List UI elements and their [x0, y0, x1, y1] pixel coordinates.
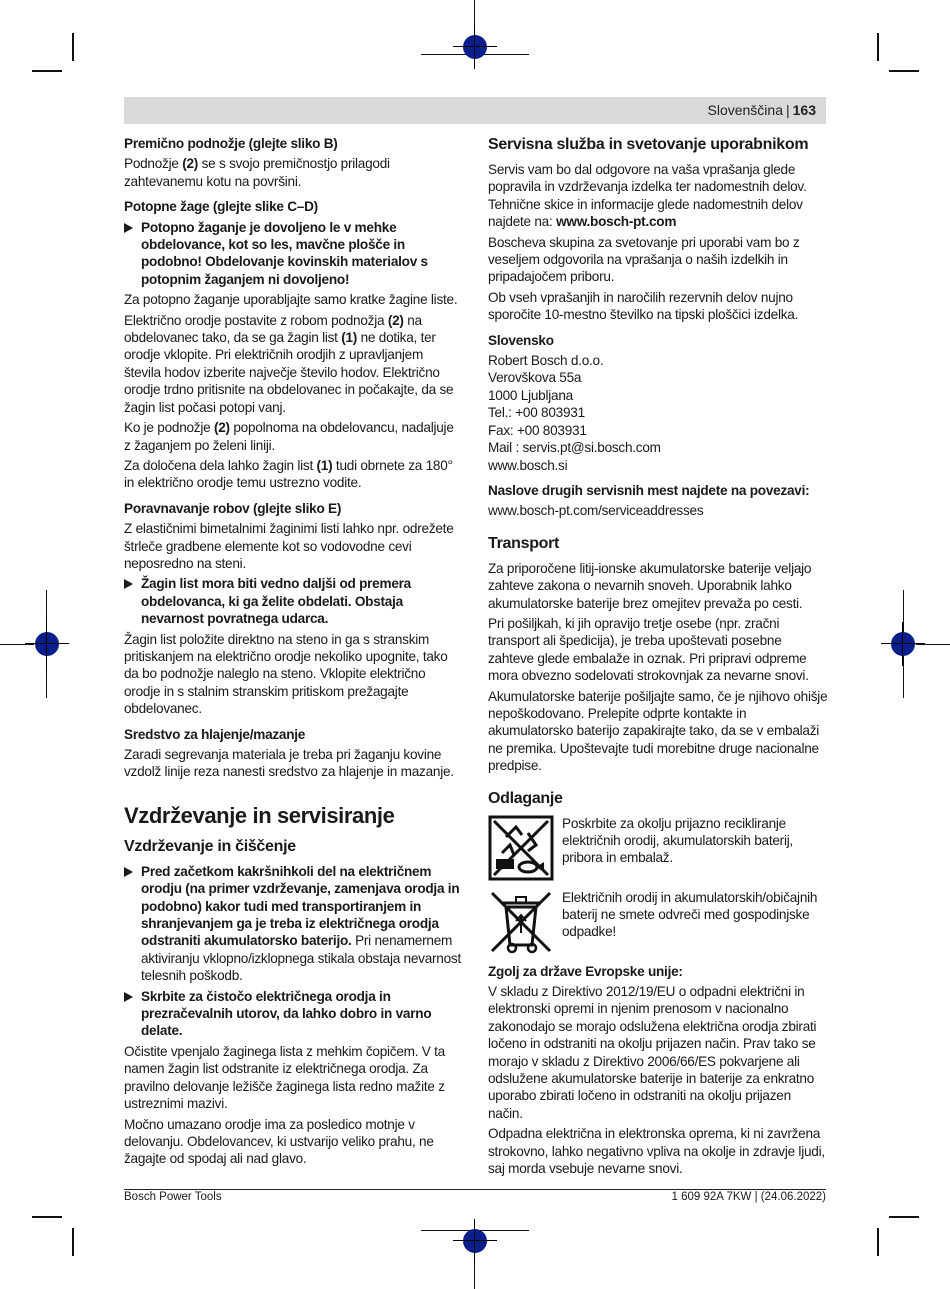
phone-line: Tel.: +00 803931	[488, 405, 585, 421]
crop-mark	[889, 1216, 919, 1218]
section-heading: Transport	[488, 534, 560, 552]
paragraph: Odpadna električna in elektronska oprema, ki ni zavržena strokovno, lahko negativno vpliva na okolje in zdravje ljudi, saj morda vsebuje nevarne snovi.	[488, 1126, 825, 1177]
registration-line	[916, 644, 950, 645]
warning-bullet: Žagin list mora biti vedno daljši od premera obdelovanca, ki ga želite obdelati. Obstaja nevarnost povratnega udarca.	[124, 575, 462, 627]
paragraph: Podnožje (2) se s svojo premičnostjo prilagodi zahtevanemu kotu na površini.	[124, 156, 390, 189]
paragraph: Z elastičnimi bimetalnimi žaginimi listi lahko npr. odrežete štrleče gradbene elemente kot so vodovodne cevi neposredno na steni.	[124, 521, 454, 571]
registration-target-icon	[463, 1229, 487, 1253]
crop-mark	[889, 70, 919, 72]
header-text	[708, 102, 817, 118]
warning-bullet: Potopno žaganje je dovoljeno le v mehke obdelovance, kot so les, mavčne plošče in podobno! Obdelovanje kovinskih materialov s potopnim žaganjem ni dovoljeno!	[124, 219, 462, 289]
registration-target-icon	[35, 632, 59, 656]
footer-document-id: 1 609 92A 7KW | (24.06.2022)	[671, 1191, 826, 1203]
triangle-bullet-icon	[124, 867, 133, 877]
crop-mark	[72, 33, 74, 61]
right-column	[488, 135, 828, 1180]
website-link[interactable]: www.bosch-pt.com	[556, 214, 677, 230]
crop-mark	[32, 1216, 62, 1218]
disposal-text: Električnih orodij in akumulatorskih/običajnih baterij ne smete odvreči med gospodinjske odpadke!	[562, 889, 818, 940]
chapter-heading: Vzdrževanje in servisiranje	[124, 802, 395, 828]
section-title: Naslove drugih servisnih mest najdete na povezavi:	[488, 482, 810, 498]
recycling-symbol-icon	[488, 815, 554, 881]
section-heading: Servisna služba in svetovanje uporabnikom	[488, 136, 809, 153]
crop-mark	[877, 33, 879, 61]
disposal-item	[488, 815, 828, 881]
left-column	[124, 135, 462, 1171]
paragraph: Boscheva skupina za svetovanje pri uporabi vam bo z veseljem odgovorila na vprašanja o naših izdelkih in pripadajočem priboru.	[488, 234, 800, 285]
address-line: 1000 Ljubljana	[488, 387, 573, 403]
paragraph: Zaradi segrevanja materiala je treba pri žaganju kovine vzdolž linije reza nanesti sredstvo za hlajenje in mazanje.	[124, 747, 454, 780]
registration-line	[0, 644, 34, 645]
paragraph: Električno orodje postavite z robom podnožja (2) na obdelovanec tako, da se ga žagin list (1) ne dotika, ter orodje vklopite. Pri električnih orodjih z upravljanjem števila hodov izberite največje število hodov. Električno orodje trdno pritisnite na obdelovanec in počakajte, da se žagin list počasi potopi vanj.	[124, 312, 454, 415]
warning-bullet: Skrbite za čistočo električnega orodja in prezračevalnih utorov, da lahko dobro in varno delate.	[124, 988, 462, 1040]
paragraph: Ko je podnožje (2) popolnoma na obdelovancu, nadaljuje z žaganjem po želeni liniji.	[124, 420, 454, 453]
warning-bullet: Pred začetkom kakršnihkoli del na električnem orodju (na primer vzdrževanje, zamenjava orodja in podobno) kakor tudi med transportiranjem in shranjevanjem ga je treba iz električnega orodja odstraniti akumulatorsko baterijo. Pri nenamernem aktiviranju vklopno/izklopnega stikala obstaja nevarnost telesnih poškodb.	[124, 863, 462, 985]
triangle-bullet-icon	[124, 579, 133, 589]
address-line: Verovškova 55a	[488, 370, 582, 386]
fax-line: Fax: +00 803931	[488, 422, 587, 438]
paragraph: Očistite vpenjalo žaginega lista z mehkim čopičem. V ta namen žagin list odstranite iz električnega orodja. Za pravilno delovanje ležišče žaginega lista redno mažite z ustreznimi mazivi.	[124, 1043, 445, 1112]
crop-mark	[72, 1228, 74, 1256]
section-title: Premično podnožje (glejte sliko B)	[124, 136, 338, 151]
disposal-item	[488, 889, 828, 955]
triangle-bullet-icon	[124, 992, 133, 1002]
crop-mark	[32, 70, 62, 72]
email-line[interactable]: Mail : servis.pt@si.bosch.com	[488, 440, 661, 456]
paragraph: Močno umazano orodje ima za posledico motnje v delovanju. Obdelovancev, ki ustvarijo veliko prahu, ne žagajte od spodaj ali nad glavo.	[124, 1116, 434, 1167]
header-separator: |	[786, 102, 790, 118]
paragraph: Pri pošiljkah, ki jih opravijo tretje osebe (npr. zračni transport ali špedicija), je treba upoštevati posebne zahteve glede embalaže in oznak. Pri pripravi odpreme mora obvezno sodelovati strokovnjak za nevarne snovi.	[488, 615, 809, 684]
section-title: Zgolj za države Evropske unije:	[488, 963, 683, 979]
crop-mark	[877, 1228, 879, 1256]
website-link[interactable]: www.bosch.si	[488, 457, 568, 473]
service-addresses-link[interactable]: www.bosch-pt.com/serviceaddresses	[488, 503, 704, 519]
registration-target-icon	[463, 35, 487, 59]
section-heading: Odlaganje	[488, 789, 563, 807]
section-title: Potopne žage (glejte slike C–D)	[124, 199, 318, 215]
paragraph: Žagin list položite direktno na steno in ga s stranskim pritiskanjem na električno orodje nekoliko upognite, tako da bo podnožje naleglo na steno. Vklopite električno orodje in s stalnim stranskim pritiskom prežagajte obdelovanec.	[124, 631, 448, 717]
paragraph: Za potopno žaganje uporabljajte samo kratke žagine liste.	[124, 292, 458, 308]
footer-brand: Bosch Power Tools	[124, 1191, 222, 1203]
paragraph: Za določena dela lahko žagin list (1) tudi obrnete za 180° in električno orodje temu ustrezno vodite.	[124, 457, 453, 491]
triangle-bullet-icon	[124, 223, 133, 233]
section-title: Poravnavanje robov (glejte sliko E)	[124, 500, 342, 516]
country-title: Slovensko	[488, 332, 554, 348]
crossed-out-wheelie-bin-icon	[488, 889, 554, 955]
disposal-text: Poskrbite za okolju prijazno recikliranje električnih orodij, akumulatorskih baterij, pribora in embalaž.	[562, 815, 794, 866]
paragraph: Servis vam bo dal odgovore na vaša vprašanja glede popravila in vzdrževanja izdelka ter nadomestnih delov. Tehnične skice in informacije glede nadomestnih delov najdete na: www.bosch-pt.com	[488, 162, 807, 230]
paragraph: Akumulatorske baterije pošiljajte samo, če je njihovo ohišje nepoškodovano. Prelepite odprte kontakte in akumulatorsko baterijo zapakirajte tako, da se v embalaži ne premika. Upoštevajte tudi morebitne druge nacionalne predpise.	[488, 688, 828, 774]
page-number: 163	[792, 102, 816, 118]
section-heading: Vzdrževanje in čiščenje	[124, 837, 296, 855]
page-header	[124, 97, 826, 124]
address-line: Robert Bosch d.o.o.	[488, 353, 604, 369]
registration-target-icon	[891, 632, 915, 656]
paragraph: V skladu z Direktivo 2012/19/EU o odpadni električni in elektronski opremi in njenim prenosom v nacionalno zakonodajo se morajo odslužena električna orodja zbirati ločeno in odstraniti na okolju prijazen način. Prav tako se morajo v skladu z Direktivo 2006/66/ES pokvarjene ali odslužene akumulatorske baterije in baterije za enkratno uporabo zbirati ločeno in odstraniti na okolju prijazen način.	[488, 984, 817, 1121]
header-language: Slovenščina	[707, 102, 783, 118]
paragraph: Ob vseh vprašanjih in naročilih rezervnih delov nujno sporočite 10-mestno številko na tipski ploščici izdelka.	[488, 289, 799, 323]
section-title: Sredstvo za hlajenje/mazanje	[124, 726, 306, 742]
paragraph: Za priporočene litij-ionske akumulatorske baterije veljajo zahteve zakona o nevarnih snoveh. Uporabnik lahko akumulatorske baterije brez omejitev prevaža po cesti.	[488, 560, 812, 611]
footer-rule	[124, 1189, 826, 1190]
